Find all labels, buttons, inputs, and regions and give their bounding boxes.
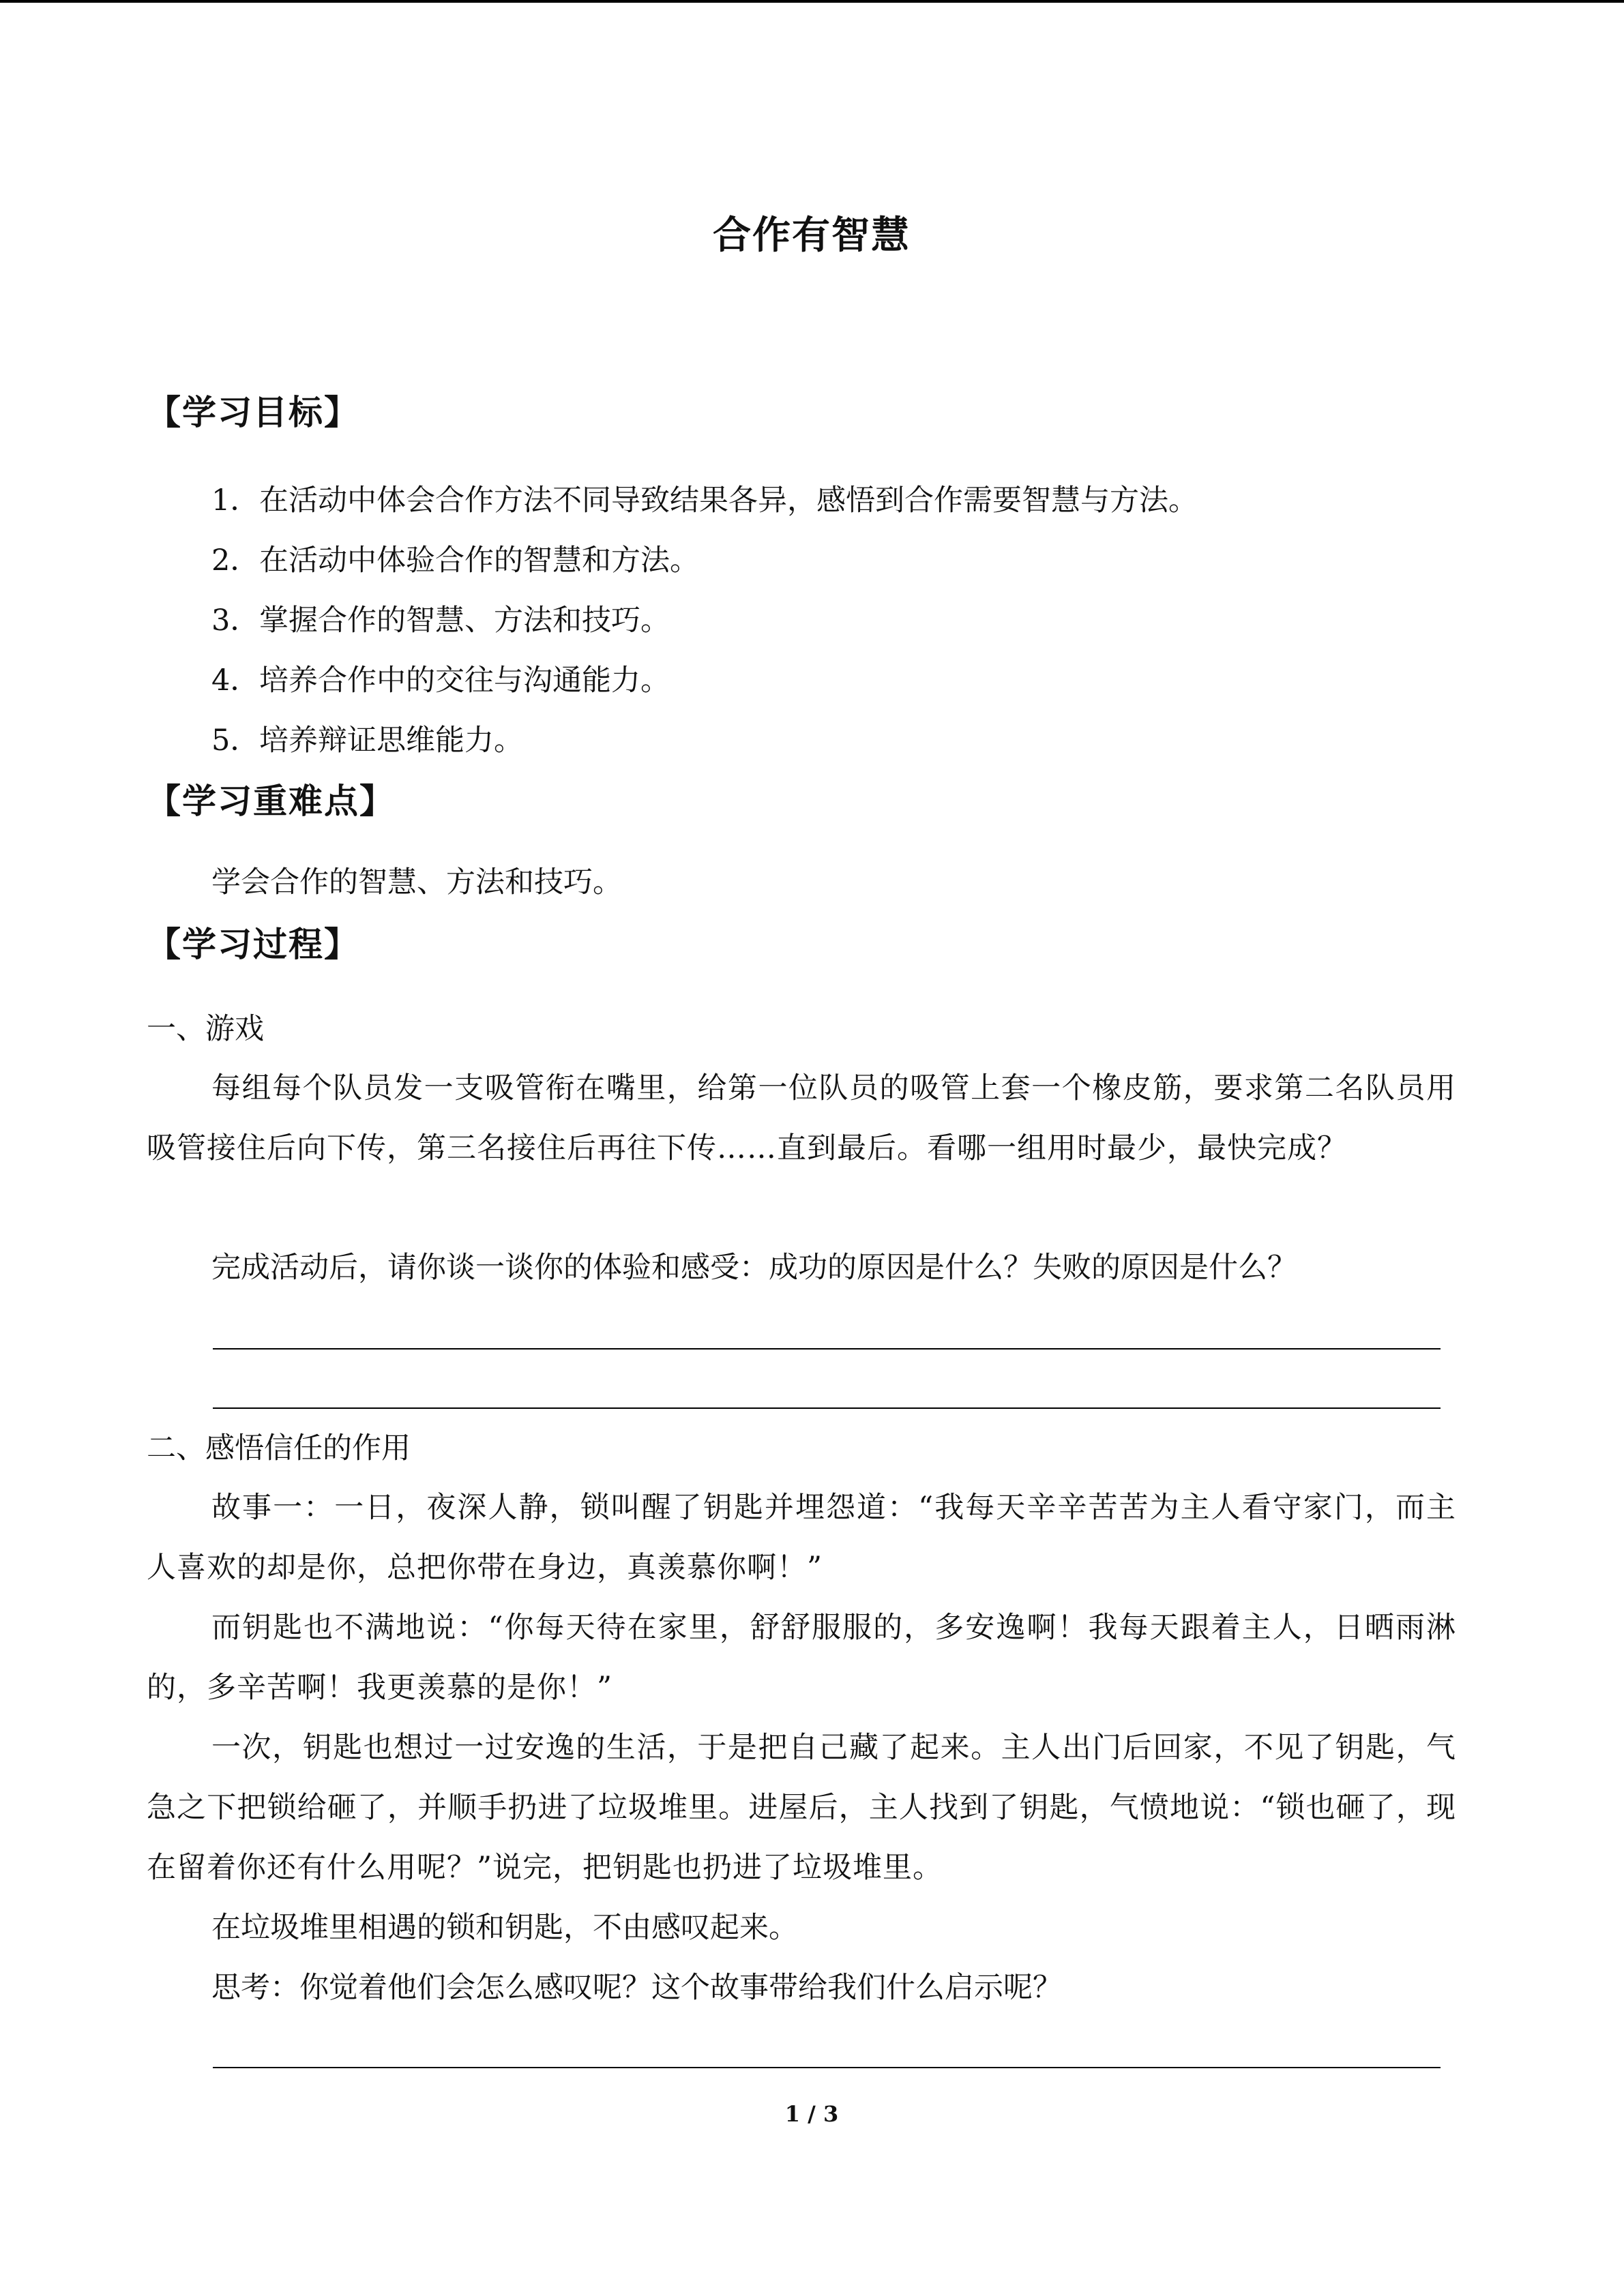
part1-heading: 一、游戏 xyxy=(147,1012,264,1046)
objective-item xyxy=(211,531,1198,591)
answer-line[interactable] xyxy=(213,1407,1441,1409)
story-paragraph-3: 一次，钥匙也想过一过安逸的生活，于是把自己藏了起来。主人出门后回家，不见了钥匙，气急之下把锁给砸了，并顺手扔进了垃圾堆里。进屋后，主人找到了钥匙，气愤地说：“锁也砸了，现在留着你还有什么用呢？”说完，把钥匙也扔进了垃圾堆里。 xyxy=(147,1731,1456,1885)
objective-number: 1． xyxy=(211,483,260,518)
story-paragraph-4: 在垃圾堆里相遇的锁和钥匙，不由感叹起来。 xyxy=(211,1911,798,1945)
objective-text: 在活动中体验合作的智慧和方法。 xyxy=(259,543,699,578)
page-number: 1 / 3 xyxy=(784,2101,839,2127)
objective-text: 在活动中体会合作方法不同导致结果各异，感悟到合作需要智慧与方法。 xyxy=(259,483,1198,518)
part1-paragraph: 每组每个队员发一支吸管衔在嘴里，给第一位队员的吸管上套一个橡皮筋，要求第二名队员用吸管接住后向下传，第三名接住后再往下传……直到最后。看哪一组用时最少，最快完成？ xyxy=(147,1071,1456,1165)
part1-question: 完成活动后，请你谈一谈你的体验和感受：成功的原因是什么？失败的原因是什么？ xyxy=(211,1251,1297,1285)
part2-heading: 二、感悟信任的作用 xyxy=(147,1431,411,1465)
objective-item xyxy=(211,711,1198,771)
key-points-heading: 【学习重难点】 xyxy=(147,781,395,821)
top-border-rule xyxy=(0,0,1624,3)
answer-line[interactable] xyxy=(213,1348,1441,1350)
story-paragraph-2: 而钥匙也不满地说：“你每天待在家里，舒舒服服的，多安逸啊！我每天跟着主人，日晒雨淋的，多辛苦啊！我更羡慕的是你！” xyxy=(147,1611,1456,1705)
objective-item xyxy=(211,651,1198,711)
objectives-heading: 【学习目标】 xyxy=(147,393,359,432)
story-paragraph-1: 故事一：一日，夜深人静，锁叫醒了钥匙并埋怨道：“我每天辛辛苦苦为主人看守家门，而主人喜欢的却是你，总把你带在身边，真羡慕你啊！” xyxy=(147,1491,1456,1585)
objective-number: 5． xyxy=(211,724,260,758)
objective-text: 培养辩证思维能力。 xyxy=(259,724,523,758)
objective-number: 4． xyxy=(211,664,260,698)
objective-text: 培养合作中的交往与沟通能力。 xyxy=(259,664,670,698)
objective-number: 2． xyxy=(211,543,260,578)
page-title: 合作有智慧 xyxy=(713,213,911,258)
objective-item xyxy=(211,471,1198,531)
objectives-list xyxy=(211,471,1198,771)
part2-question: 思考：你觉着他们会怎么感叹呢？这个故事带给我们什么启示呢？ xyxy=(211,1971,1062,2005)
answer-line[interactable] xyxy=(213,2067,1441,2068)
objective-item xyxy=(211,591,1198,651)
key-points-text: 学会合作的智慧、方法和技巧。 xyxy=(211,865,622,899)
objective-number: 3． xyxy=(211,603,260,638)
process-heading: 【学习过程】 xyxy=(147,925,359,964)
objective-text: 掌握合作的智慧、方法和技巧。 xyxy=(259,603,670,638)
